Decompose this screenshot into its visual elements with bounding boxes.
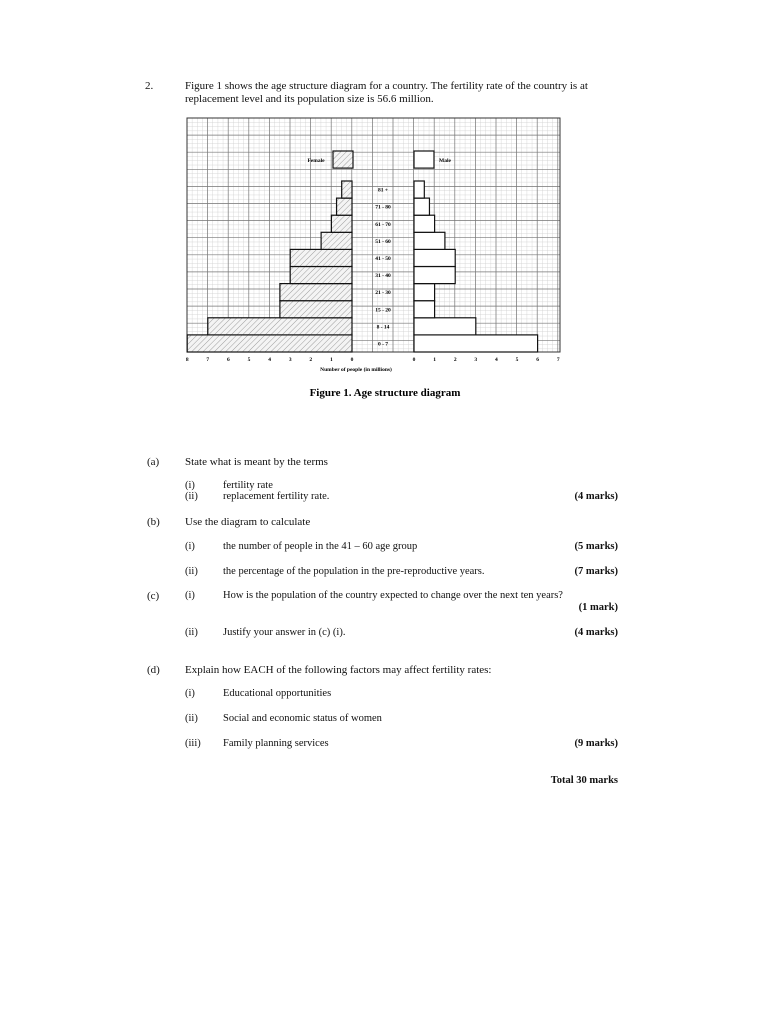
female-bar bbox=[342, 181, 352, 198]
x-tick-label-male: 2 bbox=[453, 357, 457, 363]
female-bar bbox=[280, 284, 352, 301]
x-tick-label-female: 6 bbox=[227, 357, 230, 363]
x-tick-label-female: 0 bbox=[350, 357, 354, 363]
age-group-label: 31 - 40 bbox=[375, 273, 391, 280]
age-group-label: 0 - 7 bbox=[377, 341, 389, 348]
female-bar bbox=[321, 232, 352, 249]
part-d-iii-text: Family planning services bbox=[223, 738, 329, 749]
age-group-label: 61 - 70 bbox=[375, 221, 391, 228]
part-a-i-text: fertility rate bbox=[223, 480, 273, 491]
part-a-ii-text: replacement fertility rate. bbox=[223, 491, 330, 502]
chart-title: Figure 1. Age structure diagram bbox=[309, 387, 461, 399]
part-d-stem: Explain how EACH of the following factors may affect fertility rates: bbox=[185, 664, 492, 676]
age-structure-chart bbox=[0, 0, 768, 400]
part-b-ii-text: the percentage of the population in the pre-reproductive years. bbox=[223, 566, 485, 577]
part-c-i-label: (i) bbox=[185, 590, 195, 601]
male-bar bbox=[414, 181, 424, 198]
male-bar bbox=[414, 232, 445, 249]
legend-male-label: Male bbox=[439, 158, 451, 164]
part-b-ii-marks: (7 marks) bbox=[574, 566, 618, 577]
x-axis-label: Number of people (in millions) bbox=[320, 367, 392, 373]
male-bar bbox=[414, 335, 538, 352]
part-b-i-label: (i) bbox=[185, 541, 195, 552]
male-bar bbox=[414, 198, 429, 215]
x-tick-label-male: 0 bbox=[412, 357, 416, 363]
part-a-label: (a) bbox=[147, 456, 160, 468]
age-group-label: 15 - 20 bbox=[375, 307, 391, 314]
part-b-i-text: the number of people in the 41 – 60 age group bbox=[223, 541, 418, 552]
question-number: 2. bbox=[145, 80, 154, 92]
part-b-label: (b) bbox=[147, 516, 160, 528]
x-tick-label-male: 7 bbox=[556, 357, 560, 363]
x-tick-label-female: 7 bbox=[206, 357, 210, 363]
part-c-ii-label: (ii) bbox=[185, 627, 198, 638]
part-d-ii-label: (ii) bbox=[185, 713, 198, 724]
x-tick-label-male: 1 bbox=[433, 357, 436, 363]
age-group-label: 8 - 14 bbox=[376, 324, 390, 331]
legend-female-label: Female bbox=[307, 158, 325, 164]
question-intro-line1: Figure 1 shows the age structure diagram for a country. The fertility rate of the country is at bbox=[185, 80, 588, 92]
part-b-i-marks: (5 marks) bbox=[574, 541, 618, 552]
male-bar bbox=[414, 267, 455, 284]
legend-female-swatch bbox=[333, 151, 353, 168]
female-bar bbox=[290, 267, 352, 284]
part-d-iii-label: (iii) bbox=[185, 738, 201, 749]
part-b-ii-label: (ii) bbox=[185, 566, 198, 577]
female-bar bbox=[187, 335, 352, 352]
x-tick-label-male: 5 bbox=[515, 357, 519, 363]
x-tick-label-female: 3 bbox=[288, 357, 292, 363]
male-bar bbox=[414, 249, 455, 266]
age-group-label: 71 - 80 bbox=[375, 204, 391, 211]
part-d-label: (d) bbox=[147, 664, 160, 676]
part-d-i-label: (i) bbox=[185, 688, 195, 699]
age-group-label: 41 - 50 bbox=[375, 255, 391, 262]
part-c-label: (c) bbox=[147, 590, 160, 602]
chart-marks bbox=[187, 151, 537, 352]
female-bar bbox=[337, 198, 352, 215]
part-c-ii-marks: (4 marks) bbox=[574, 627, 618, 638]
x-tick-label-male: 4 bbox=[495, 357, 498, 363]
x-tick-label-female: 5 bbox=[247, 357, 251, 363]
male-bar bbox=[414, 284, 435, 301]
x-tick-label-female: 2 bbox=[309, 357, 313, 363]
part-a-i-label: (i) bbox=[185, 480, 195, 491]
x-tick-label-male: 6 bbox=[536, 357, 539, 363]
grid-border bbox=[187, 118, 560, 352]
chart-grid bbox=[187, 118, 560, 352]
total-marks: Total 30 marks bbox=[550, 775, 618, 786]
question-intro-line2: replacement level and its population size is 56.6 million. bbox=[185, 93, 434, 105]
x-tick-label-female: 4 bbox=[268, 357, 271, 363]
male-bar bbox=[414, 215, 435, 232]
part-c-i-marks: (1 mark) bbox=[578, 602, 618, 613]
part-d-marks: (9 marks) bbox=[574, 738, 618, 749]
male-bar bbox=[414, 318, 476, 335]
x-tick-label-female: 8 bbox=[185, 357, 189, 363]
male-bar bbox=[414, 301, 435, 318]
part-a-ii-label: (ii) bbox=[185, 491, 198, 502]
age-group-label: 81 + bbox=[377, 187, 389, 194]
x-tick-label-female: 1 bbox=[330, 357, 333, 363]
female-bar bbox=[280, 301, 352, 318]
age-group-label: 21 - 30 bbox=[375, 290, 391, 297]
part-b-stem: Use the diagram to calculate bbox=[185, 516, 311, 528]
age-group-label: 51 - 60 bbox=[375, 238, 391, 245]
part-d-i-text: Educational opportunities bbox=[223, 688, 332, 699]
part-d-ii-text: Social and economic status of women bbox=[223, 713, 382, 724]
part-a-stem: State what is meant by the terms bbox=[185, 456, 328, 468]
part-c-i-text: How is the population of the country expected to change over the next ten years? bbox=[223, 590, 563, 601]
female-bar bbox=[290, 249, 352, 266]
female-bar bbox=[208, 318, 352, 335]
female-bar bbox=[331, 215, 352, 232]
part-c-ii-text: Justify your answer in (c) (i). bbox=[223, 627, 346, 638]
legend-male-swatch bbox=[414, 151, 434, 168]
part-a-marks: (4 marks) bbox=[574, 491, 618, 502]
x-tick-label-male: 3 bbox=[474, 357, 478, 363]
